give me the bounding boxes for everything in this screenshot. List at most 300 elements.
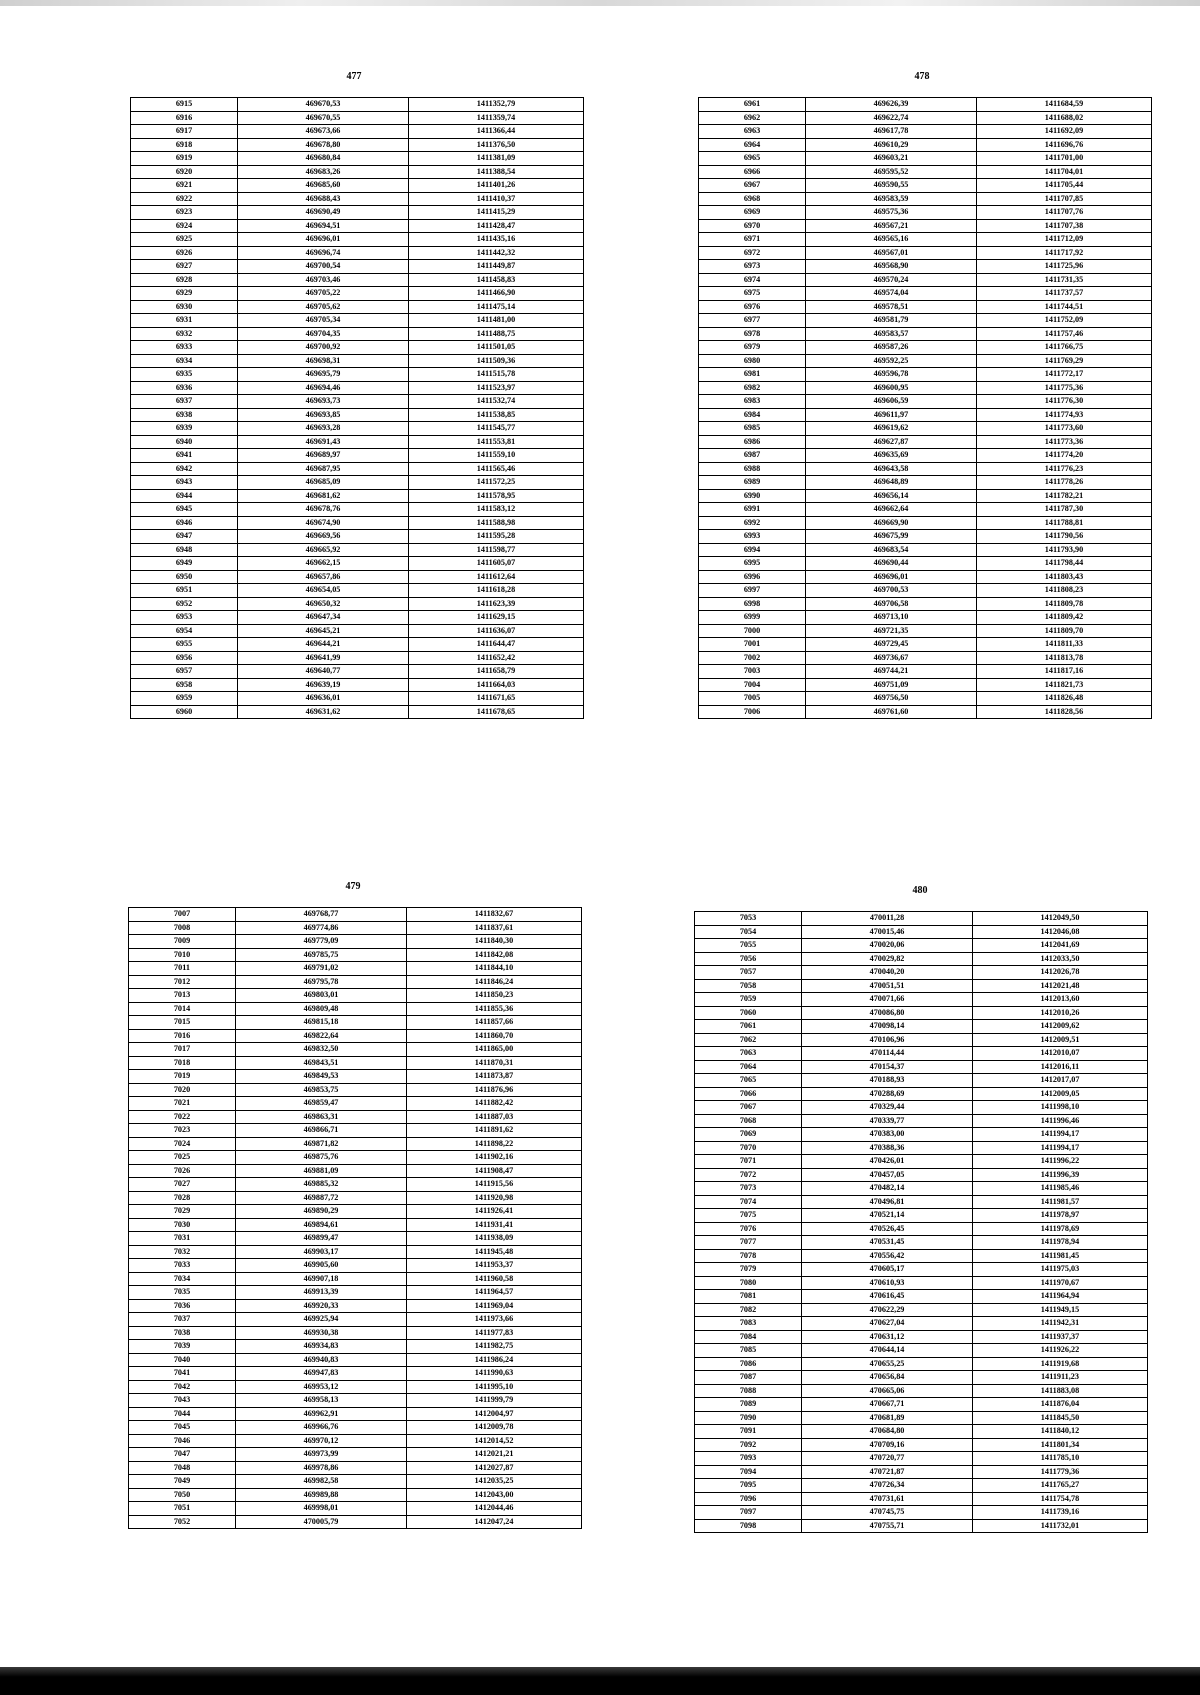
x-coordinate-cell: 469685,09 (238, 476, 409, 490)
table-row (695, 993, 1148, 1007)
coordinate-table-478 (698, 97, 1152, 719)
point-number-cell: 7018 (129, 1056, 236, 1070)
point-number-cell: 6960 (131, 705, 238, 719)
x-coordinate-cell: 469843,51 (236, 1056, 407, 1070)
x-coordinate-cell: 469953,12 (236, 1380, 407, 1394)
y-coordinate-cell: 1411731,35 (977, 273, 1152, 287)
y-coordinate-cell: 1411850,23 (407, 989, 582, 1003)
table-row (699, 503, 1152, 517)
point-number-cell: 7071 (695, 1155, 802, 1169)
x-coordinate-cell: 469849,53 (236, 1070, 407, 1084)
y-coordinate-cell: 1411538,85 (409, 408, 584, 422)
x-coordinate-cell: 470154,37 (802, 1060, 973, 1074)
point-number-cell: 7080 (695, 1276, 802, 1290)
table-row (129, 1002, 582, 1016)
table-row (699, 125, 1152, 139)
y-coordinate-cell: 1411376,50 (409, 138, 584, 152)
y-coordinate-cell: 1412009,51 (973, 1033, 1148, 1047)
y-coordinate-cell: 1411732,01 (973, 1519, 1148, 1533)
table-row (131, 408, 584, 422)
y-coordinate-cell: 1412046,08 (973, 925, 1148, 939)
table-row (129, 1434, 582, 1448)
x-coordinate-cell: 469853,75 (236, 1083, 407, 1097)
y-coordinate-cell: 1412013,60 (973, 993, 1148, 1007)
point-number-cell: 6977 (699, 314, 806, 328)
y-coordinate-cell: 1412035,25 (407, 1475, 582, 1489)
y-coordinate-cell: 1411986,24 (407, 1353, 582, 1367)
x-coordinate-cell: 469705,62 (238, 300, 409, 314)
x-coordinate-cell: 470665,06 (802, 1384, 973, 1398)
point-number-cell: 6932 (131, 327, 238, 341)
table-row (129, 1056, 582, 1070)
point-number-cell: 7024 (129, 1137, 236, 1151)
y-coordinate-cell: 1411876,04 (973, 1398, 1148, 1412)
x-coordinate-cell: 470720,77 (802, 1452, 973, 1466)
y-coordinate-cell: 1412010,07 (973, 1047, 1148, 1061)
x-coordinate-cell: 469859,47 (236, 1097, 407, 1111)
table-row (129, 1124, 582, 1138)
point-number-cell: 7043 (129, 1394, 236, 1408)
y-coordinate-cell: 1411998,10 (973, 1101, 1148, 1115)
table-row (129, 1272, 582, 1286)
x-coordinate-cell: 469903,17 (236, 1245, 407, 1259)
table-row (131, 206, 584, 220)
x-coordinate-cell: 469703,46 (238, 273, 409, 287)
x-coordinate-cell: 470610,93 (802, 1276, 973, 1290)
table-row (131, 192, 584, 206)
x-coordinate-cell: 469622,74 (806, 111, 977, 125)
x-coordinate-cell: 469779,09 (236, 935, 407, 949)
x-coordinate-cell: 470667,71 (802, 1398, 973, 1412)
x-coordinate-cell: 470011,28 (802, 912, 973, 926)
y-coordinate-cell: 1411707,85 (977, 192, 1152, 206)
point-number-cell: 6979 (699, 341, 806, 355)
table-row (699, 476, 1152, 490)
x-coordinate-cell: 469768,77 (236, 908, 407, 922)
y-coordinate-cell: 1411754,78 (973, 1492, 1148, 1506)
table-row (131, 665, 584, 679)
x-coordinate-cell: 470383,00 (802, 1128, 973, 1142)
y-coordinate-cell: 1411776,23 (977, 462, 1152, 476)
y-coordinate-cell: 1411553,81 (409, 435, 584, 449)
point-number-cell: 6957 (131, 665, 238, 679)
x-coordinate-cell: 469627,87 (806, 435, 977, 449)
table-row (129, 1421, 582, 1435)
x-coordinate-cell: 469675,99 (806, 530, 977, 544)
point-number-cell: 7057 (695, 966, 802, 980)
point-number-cell: 7021 (129, 1097, 236, 1111)
y-coordinate-cell: 1411757,46 (977, 327, 1152, 341)
y-coordinate-cell: 1412009,05 (973, 1087, 1148, 1101)
table-row (129, 1245, 582, 1259)
point-number-cell: 6971 (699, 233, 806, 247)
point-number-cell: 7075 (695, 1209, 802, 1223)
y-coordinate-cell: 1411981,45 (973, 1249, 1148, 1263)
point-number-cell: 6950 (131, 570, 238, 584)
x-coordinate-cell: 470526,45 (802, 1222, 973, 1236)
point-number-cell: 7000 (699, 624, 806, 638)
point-number-cell: 6959 (131, 692, 238, 706)
x-coordinate-cell: 469907,18 (236, 1272, 407, 1286)
point-number-cell: 7035 (129, 1286, 236, 1300)
x-coordinate-cell: 469578,51 (806, 300, 977, 314)
table-row (699, 678, 1152, 692)
y-coordinate-cell: 1411707,76 (977, 206, 1152, 220)
y-coordinate-cell: 1411623,39 (409, 597, 584, 611)
point-number-cell: 7072 (695, 1168, 802, 1182)
table-row (131, 327, 584, 341)
y-coordinate-cell: 1411671,65 (409, 692, 584, 706)
point-number-cell: 7001 (699, 638, 806, 652)
point-number-cell: 6916 (131, 111, 238, 125)
point-number-cell: 6975 (699, 287, 806, 301)
point-number-cell: 6987 (699, 449, 806, 463)
y-coordinate-cell: 1411978,94 (973, 1236, 1148, 1250)
x-coordinate-cell: 469691,43 (238, 435, 409, 449)
point-number-cell: 6922 (131, 192, 238, 206)
table-row (129, 1137, 582, 1151)
table-row (695, 1263, 1148, 1277)
y-coordinate-cell: 1411488,75 (409, 327, 584, 341)
point-number-cell: 6919 (131, 152, 238, 166)
point-number-cell: 7070 (695, 1141, 802, 1155)
table-row (129, 1380, 582, 1394)
x-coordinate-cell: 470015,46 (802, 925, 973, 939)
table-row (129, 1164, 582, 1178)
table-row (129, 1097, 582, 1111)
table-row (131, 435, 584, 449)
table-row (129, 1029, 582, 1043)
x-coordinate-cell: 469973,99 (236, 1448, 407, 1462)
x-coordinate-cell: 469774,86 (236, 921, 407, 935)
table-row (695, 1479, 1148, 1493)
point-number-cell: 7011 (129, 962, 236, 976)
table-row (129, 1488, 582, 1502)
y-coordinate-cell: 1411919,68 (973, 1357, 1148, 1371)
point-number-cell: 6991 (699, 503, 806, 517)
x-coordinate-cell: 469626,39 (806, 98, 977, 112)
table-row (695, 1020, 1148, 1034)
point-number-cell: 7082 (695, 1303, 802, 1317)
table-row (131, 314, 584, 328)
y-coordinate-cell: 1411801,34 (973, 1438, 1148, 1452)
x-coordinate-cell: 469650,32 (238, 597, 409, 611)
table-row (129, 1286, 582, 1300)
x-coordinate-cell: 469685,60 (238, 179, 409, 193)
y-coordinate-cell: 1411931,41 (407, 1218, 582, 1232)
page-number-480: 480 (912, 885, 928, 896)
table-row (129, 1083, 582, 1097)
x-coordinate-cell: 470005,79 (236, 1515, 407, 1529)
y-coordinate-cell: 1411388,54 (409, 165, 584, 179)
y-coordinate-cell: 1411945,48 (407, 1245, 582, 1259)
point-number-cell: 7015 (129, 1016, 236, 1030)
y-coordinate-cell: 1412044,46 (407, 1502, 582, 1516)
x-coordinate-cell: 469693,85 (238, 408, 409, 422)
x-coordinate-cell: 469610,29 (806, 138, 977, 152)
y-coordinate-cell: 1411701,00 (977, 152, 1152, 166)
x-coordinate-cell: 470656,84 (802, 1371, 973, 1385)
table-row (695, 952, 1148, 966)
point-number-cell: 7086 (695, 1357, 802, 1371)
table-row (699, 273, 1152, 287)
y-coordinate-cell: 1411612,64 (409, 570, 584, 584)
y-coordinate-cell: 1411352,79 (409, 98, 584, 112)
y-coordinate-cell: 1411545,77 (409, 422, 584, 436)
x-coordinate-cell: 469881,09 (236, 1164, 407, 1178)
point-number-cell: 6939 (131, 422, 238, 436)
table-row (131, 395, 584, 409)
y-coordinate-cell: 1411773,60 (977, 422, 1152, 436)
table-row (699, 314, 1152, 328)
y-coordinate-cell: 1411595,28 (409, 530, 584, 544)
x-coordinate-cell: 469966,76 (236, 1421, 407, 1435)
y-coordinate-cell: 1411821,73 (977, 678, 1152, 692)
y-coordinate-cell: 1411985,46 (973, 1182, 1148, 1196)
x-coordinate-cell: 470482,14 (802, 1182, 973, 1196)
y-coordinate-cell: 1411717,92 (977, 246, 1152, 260)
point-number-cell: 6969 (699, 206, 806, 220)
table-row (131, 462, 584, 476)
point-number-cell: 6936 (131, 381, 238, 395)
y-coordinate-cell: 1411583,12 (409, 503, 584, 517)
y-coordinate-cell: 1411809,42 (977, 611, 1152, 625)
table-row (131, 138, 584, 152)
x-coordinate-cell: 469871,82 (236, 1137, 407, 1151)
table-row (131, 219, 584, 233)
point-number-cell: 6934 (131, 354, 238, 368)
point-number-cell: 7077 (695, 1236, 802, 1250)
point-number-cell: 7046 (129, 1434, 236, 1448)
point-number-cell: 7055 (695, 939, 802, 953)
point-number-cell: 7036 (129, 1299, 236, 1313)
x-coordinate-cell: 469669,56 (238, 530, 409, 544)
table-row (695, 1047, 1148, 1061)
table-row (129, 1299, 582, 1313)
y-coordinate-cell: 1411891,62 (407, 1124, 582, 1138)
point-number-cell: 7004 (699, 678, 806, 692)
table-row (699, 638, 1152, 652)
x-coordinate-cell: 469940,83 (236, 1353, 407, 1367)
table-row (131, 624, 584, 638)
point-number-cell: 7007 (129, 908, 236, 922)
table-row (695, 1195, 1148, 1209)
point-number-cell: 6974 (699, 273, 806, 287)
point-number-cell: 7005 (699, 692, 806, 706)
table-row (129, 1340, 582, 1354)
table-row (695, 1276, 1148, 1290)
point-number-cell: 7010 (129, 948, 236, 962)
point-number-cell: 6933 (131, 341, 238, 355)
y-coordinate-cell: 1411982,75 (407, 1340, 582, 1354)
point-number-cell: 6976 (699, 300, 806, 314)
point-number-cell: 6962 (699, 111, 806, 125)
y-coordinate-cell: 1411977,83 (407, 1326, 582, 1340)
x-coordinate-cell: 469947,83 (236, 1367, 407, 1381)
point-number-cell: 6918 (131, 138, 238, 152)
table-row (699, 341, 1152, 355)
x-coordinate-cell: 470721,87 (802, 1465, 973, 1479)
table-row (131, 354, 584, 368)
table-row (131, 273, 584, 287)
y-coordinate-cell: 1411565,46 (409, 462, 584, 476)
point-number-cell: 6993 (699, 530, 806, 544)
y-coordinate-cell: 1411559,10 (409, 449, 584, 463)
y-coordinate-cell: 1411842,08 (407, 948, 582, 962)
x-coordinate-cell: 469587,26 (806, 341, 977, 355)
table-row (131, 503, 584, 517)
point-number-cell: 6927 (131, 260, 238, 274)
y-coordinate-cell: 1411883,08 (973, 1384, 1148, 1398)
y-coordinate-cell: 1411752,09 (977, 314, 1152, 328)
point-number-cell: 6965 (699, 152, 806, 166)
table-row (131, 165, 584, 179)
point-number-cell: 7092 (695, 1438, 802, 1452)
table-row (129, 1191, 582, 1205)
point-number-cell: 6992 (699, 516, 806, 530)
point-number-cell: 7089 (695, 1398, 802, 1412)
y-coordinate-cell: 1411809,70 (977, 624, 1152, 638)
table-row (695, 1465, 1148, 1479)
coordinate-table-480 (694, 911, 1148, 1533)
x-coordinate-cell: 469791,02 (236, 962, 407, 976)
point-number-cell: 6921 (131, 179, 238, 193)
point-number-cell: 7044 (129, 1407, 236, 1421)
y-coordinate-cell: 1411949,15 (973, 1303, 1148, 1317)
y-coordinate-cell: 1411937,37 (973, 1330, 1148, 1344)
point-number-cell: 7079 (695, 1263, 802, 1277)
x-coordinate-cell: 469925,94 (236, 1313, 407, 1327)
x-coordinate-cell: 469643,58 (806, 462, 977, 476)
x-coordinate-cell: 469713,10 (806, 611, 977, 625)
y-coordinate-cell: 1411788,81 (977, 516, 1152, 530)
table-row (699, 219, 1152, 233)
point-number-cell: 7063 (695, 1047, 802, 1061)
y-coordinate-cell: 1412021,21 (407, 1448, 582, 1462)
point-number-cell: 7033 (129, 1259, 236, 1273)
table-row (131, 678, 584, 692)
point-number-cell: 6994 (699, 543, 806, 557)
x-coordinate-cell: 469706,58 (806, 597, 977, 611)
x-coordinate-cell: 469998,01 (236, 1502, 407, 1516)
x-coordinate-cell: 470457,05 (802, 1168, 973, 1182)
y-coordinate-cell: 1411737,57 (977, 287, 1152, 301)
x-coordinate-cell: 470020,06 (802, 939, 973, 953)
table-row (695, 1222, 1148, 1236)
x-coordinate-cell: 469694,46 (238, 381, 409, 395)
point-number-cell: 7064 (695, 1060, 802, 1074)
table-row (131, 287, 584, 301)
point-number-cell: 7094 (695, 1465, 802, 1479)
y-coordinate-cell: 1411664,03 (409, 678, 584, 692)
y-coordinate-cell: 1411990,63 (407, 1367, 582, 1381)
table-row (699, 462, 1152, 476)
y-coordinate-cell: 1411953,37 (407, 1259, 582, 1273)
point-number-cell: 6924 (131, 219, 238, 233)
x-coordinate-cell: 469736,67 (806, 651, 977, 665)
table-row (695, 1344, 1148, 1358)
x-coordinate-cell: 469574,04 (806, 287, 977, 301)
point-number-cell: 7051 (129, 1502, 236, 1516)
table-row (129, 1178, 582, 1192)
point-number-cell: 6931 (131, 314, 238, 328)
point-number-cell: 6915 (131, 98, 238, 112)
page-number-477: 477 (346, 71, 362, 82)
point-number-cell: 6943 (131, 476, 238, 490)
point-number-cell: 6946 (131, 516, 238, 530)
y-coordinate-cell: 1411846,24 (407, 975, 582, 989)
x-coordinate-cell: 469958,13 (236, 1394, 407, 1408)
point-number-cell: 7027 (129, 1178, 236, 1192)
x-coordinate-cell: 469815,18 (236, 1016, 407, 1030)
x-coordinate-cell: 469832,50 (236, 1043, 407, 1057)
y-coordinate-cell: 1411817,16 (977, 665, 1152, 679)
y-coordinate-cell: 1411598,77 (409, 543, 584, 557)
point-number-cell: 6956 (131, 651, 238, 665)
point-number-cell: 6935 (131, 368, 238, 382)
point-number-cell: 7039 (129, 1340, 236, 1354)
point-number-cell: 6952 (131, 597, 238, 611)
x-coordinate-cell: 470631,12 (802, 1330, 973, 1344)
point-number-cell: 6997 (699, 584, 806, 598)
x-coordinate-cell: 469803,01 (236, 989, 407, 1003)
table-row (131, 260, 584, 274)
point-number-cell: 7059 (695, 993, 802, 1007)
x-coordinate-cell: 469687,95 (238, 462, 409, 476)
y-coordinate-cell: 1411787,30 (977, 503, 1152, 517)
table-row (695, 1519, 1148, 1533)
table-row (699, 260, 1152, 274)
y-coordinate-cell: 1411908,47 (407, 1164, 582, 1178)
x-coordinate-cell: 469680,84 (238, 152, 409, 166)
point-number-cell: 7074 (695, 1195, 802, 1209)
table-row (695, 1330, 1148, 1344)
y-coordinate-cell: 1411960,58 (407, 1272, 582, 1286)
y-coordinate-cell: 1411515,78 (409, 368, 584, 382)
table-row (129, 1475, 582, 1489)
table-row (129, 1367, 582, 1381)
x-coordinate-cell: 469785,75 (236, 948, 407, 962)
table-row (695, 1006, 1148, 1020)
point-number-cell: 7023 (129, 1124, 236, 1138)
x-coordinate-cell: 469673,66 (238, 125, 409, 139)
x-coordinate-cell: 469822,64 (236, 1029, 407, 1043)
table-row (131, 570, 584, 584)
table-row (695, 1141, 1148, 1155)
y-coordinate-cell: 1411435,16 (409, 233, 584, 247)
y-coordinate-cell: 1411996,22 (973, 1155, 1148, 1169)
x-coordinate-cell: 469592,25 (806, 354, 977, 368)
table-row (131, 422, 584, 436)
point-number-cell: 6984 (699, 408, 806, 422)
table-row (129, 908, 582, 922)
table-row (129, 948, 582, 962)
point-number-cell: 6955 (131, 638, 238, 652)
x-coordinate-cell: 469989,88 (236, 1488, 407, 1502)
x-coordinate-cell: 469930,38 (236, 1326, 407, 1340)
point-number-cell: 7087 (695, 1371, 802, 1385)
y-coordinate-cell: 1411449,87 (409, 260, 584, 274)
y-coordinate-cell: 1411845,50 (973, 1411, 1148, 1425)
y-coordinate-cell: 1411684,59 (977, 98, 1152, 112)
y-coordinate-cell: 1411902,16 (407, 1151, 582, 1165)
y-coordinate-cell: 1411588,98 (409, 516, 584, 530)
y-coordinate-cell: 1411840,12 (973, 1425, 1148, 1439)
point-number-cell: 7078 (695, 1249, 802, 1263)
point-number-cell: 6942 (131, 462, 238, 476)
y-coordinate-cell: 1411978,97 (973, 1209, 1148, 1223)
y-coordinate-cell: 1411442,32 (409, 246, 584, 260)
